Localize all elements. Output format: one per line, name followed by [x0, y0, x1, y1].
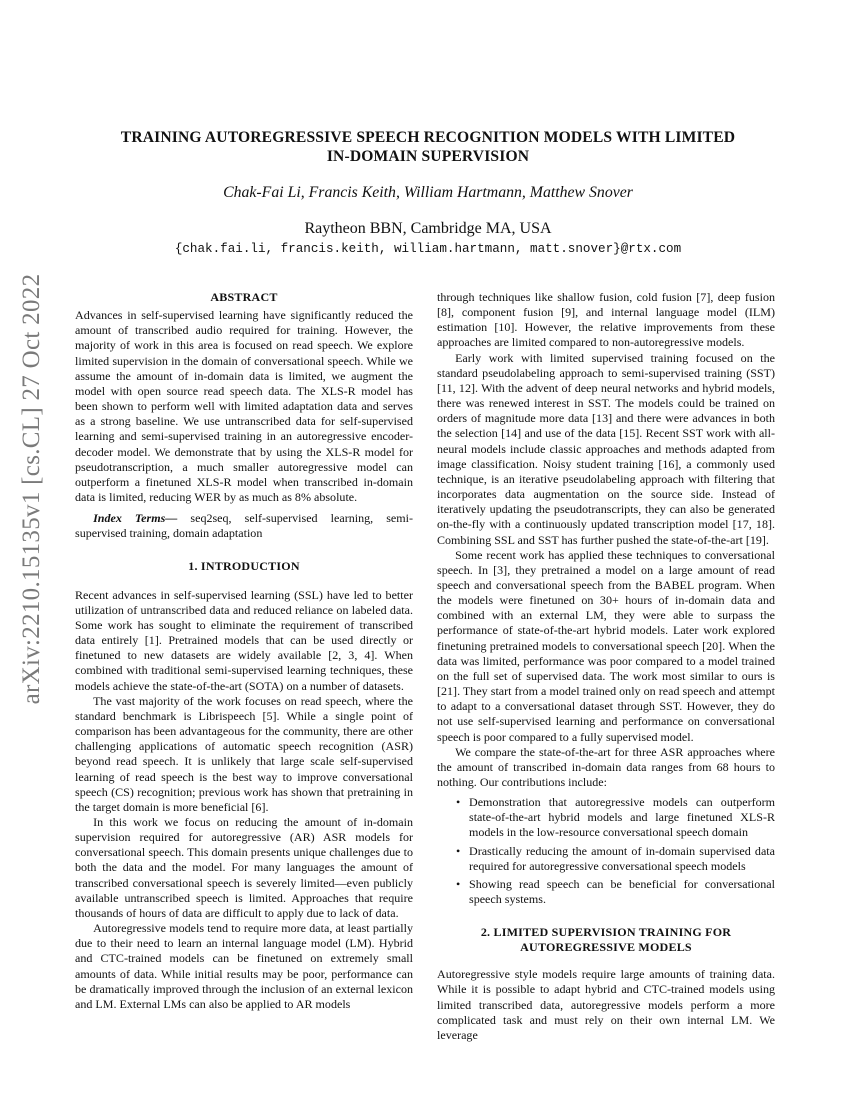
body-paragraph: Autoregressive models tend to require more data, at least partially due to their need to learn an internal language model (LM). Hybrid and CTC-trained models can be finetuned on extremely small amounts of data. While initial results may be poor, performance can be dramatically improved through the inclusion of an external lexicon and LM. External LMs can also be applied to AR models [75, 921, 413, 1011]
body-paragraph: Autoregressive style models require large amounts of training data. While it is possible to adapt hybrid and CTC-trained models using limited transcribed data, autoregressive models perform a more complicated task and must rely on their own internal LM. We leverage [437, 967, 775, 1042]
body-paragraph: We compare the state-of-the-art for three ASR approaches where the amount of transcribed in-domain data ranges from 68 hours to nothing. Our contributions include: [437, 744, 775, 789]
arxiv-identifier-sidebar [2, 273, 62, 705]
left-column [75, 290, 413, 1012]
section-heading-line: AUTOREGRESSIVE MODELS [520, 940, 692, 955]
title-line: TRAINING AUTOREGRESSIVE SPEECH RECOGNITION MODELS WITH LIMITED [120, 129, 736, 146]
contribution-text: Showing read speech can be beneficial for conversational speech systems. [469, 876, 775, 907]
contribution-item [456, 876, 775, 907]
body-paragraph: In this work we focus on reducing the amount of in-domain supervision required for autoregressive (AR) ASR models for conversational speech. This domain presents unique challenges due to both the data and the model. For many languages the amount of transcribed conversational speech is severely limited—even publicly available untranscribed speech is limited. Approaches that require thousands of hours of data are difficult to apply due to lack of data. [75, 815, 413, 920]
abstract-heading: ABSTRACT [210, 290, 278, 304]
contribution-text: Drastically reducing the amount of in-domain supervised data required for autoregressive conversational speech models [469, 843, 775, 873]
contribution-text: Demonstration that autoregressive models can outperform state-of-the-art hybrid models and large finetuned XLS-R models in the low-resource conversational speech domain [469, 795, 775, 840]
contributions-list [437, 795, 775, 907]
section-heading-limited-supervision [437, 925, 775, 955]
index-terms [75, 511, 413, 541]
title-line: IN-DOMAIN SUPERVISION [326, 148, 530, 165]
author-list: Chak-Fai Li, Francis Keith, William Hartmann, Matthew Snover [223, 184, 633, 201]
right-column [437, 290, 775, 1043]
contribution-item [456, 843, 775, 874]
bullet-icon: • [456, 795, 461, 810]
body-paragraph: through techniques like shallow fusion, cold fusion [7], deep fusion [8], component fusion [9], and internal language model (ILM) estimation [10]. However, the relative improvements from these approaches are limited compared to non-autoregressive models. [437, 290, 775, 350]
index-terms-list: seq2seq, self-supervised learning, semi-supervised training, domain adaptation [75, 511, 414, 541]
body-paragraph: The vast majority of the work focuses on read speech, where the standard benchmark is Librispeech [5]. While a single point of comparison has been advantageous for the community, there are other challenging applications of automatic speech recognition (ASR) beyond read speech. It is unlikely that large scale self-supervised learning of read speech is the best way to improve conversational speech (CS) recognition; previous work has shown that pretraining in the target domain is more beneficial [6]. [75, 693, 413, 814]
contribution-item [456, 795, 775, 840]
section-heading-line: 2. LIMITED SUPERVISION TRAINING FOR [480, 925, 732, 940]
bullet-icon: • [456, 876, 461, 891]
body-paragraph: Some recent work has applied these techniques to conversational speech. In [3], they pretrained a model on a large amount of read speech and conversational speech from the BABEL program. When the models were finetuned on 30+ hours of in-domain data and combined with an external LM, they were able to surpass the performance of state-of-the-art hybrid models. Later work explored finetuning pretrained models to conversational speech [20]. When the data was limited, performance was poor compared to a model trained on the full set of supervised data. The work most similar to ours is [21]. They start from a model trained only on read speech and attempt to adapt to a conversational dataset through SST. However, they do not use self-supervised learning and performance on conversational speech is poor compared to a fully supervised model. [437, 547, 775, 744]
abstract-text: Advances in self-supervised learning have significantly reduced the amount of transcribed audio required for training. However, the majority of work in this area is focused on read speech. We explore limited supervision in the domain of conversational speech. While we assume the amount of in-domain data is limited, we augment the model with open source read speech data. The XLS-R model has been shown to perform well with limited adaptation data and serves as a strong baseline. We use untranscribed data for self-supervised learning and semi-supervised training in an autoregressive encoder-decoder model. We demonstrate that by using the XLS-R model for pseudotranscription, a much smaller autoregressive model can outperform a finetuned XLS-R model when transcribed in-domain data is limited, reducing WER by as much as 8% absolute. [75, 308, 413, 505]
affiliation: Raytheon BBN, Cambridge MA, USA [304, 220, 552, 237]
index-terms-label: Index Terms— [93, 511, 178, 526]
author-emails: {chak.fai.li, francis.keith, william.hartmann, matt.snover}@rtx.com [174, 242, 682, 256]
paper-title [90, 128, 766, 166]
body-paragraph: Recent advances in self-supervised learning (SSL) have led to better utilization of untranscribed data and reduced reliance on labeled data. Some work has sought to eliminate the requirement of transcribed data entirely [1]. Pretrained models that can be used directly or finetuned to new datasets are widely available [2, 3, 4]. When combined with traditional semi-supervised learning techniques, these models achieve the state-of-the-art (SOTA) on a number of datasets. [75, 587, 413, 693]
section-heading-introduction: 1. INTRODUCTION [188, 558, 300, 573]
bullet-icon: • [456, 843, 461, 858]
body-paragraph: Early work with limited supervised training focused on the standard pseudolabeling approach to semi-supervised training (SST) [11, 12]. With the advent of deep neural networks and hybrid models, there was renewed interest in SST. The models could be trained on orders of magnitude more data [13] and there were advances in both the selection [14] and use of the data [15]. Recent SST work with all-neural models include classic approaches and methods adapted from image classification. Noisy student training [16], a commonly used technique, is an iterative pseudolabeling approach with filtering that incorporates data augmentation on the source side. Instead of iteratively updating the pseudotranscripts, they can also be generated on-the-fly with a continuously updated transcription model [17, 18]. Combining SSL and SST has further pushed the state-of-the-art [19]. [437, 350, 775, 547]
arxiv-identifier: arXiv:2210.15135v1 [cs.CL] 27 Oct 2022 [18, 273, 45, 705]
